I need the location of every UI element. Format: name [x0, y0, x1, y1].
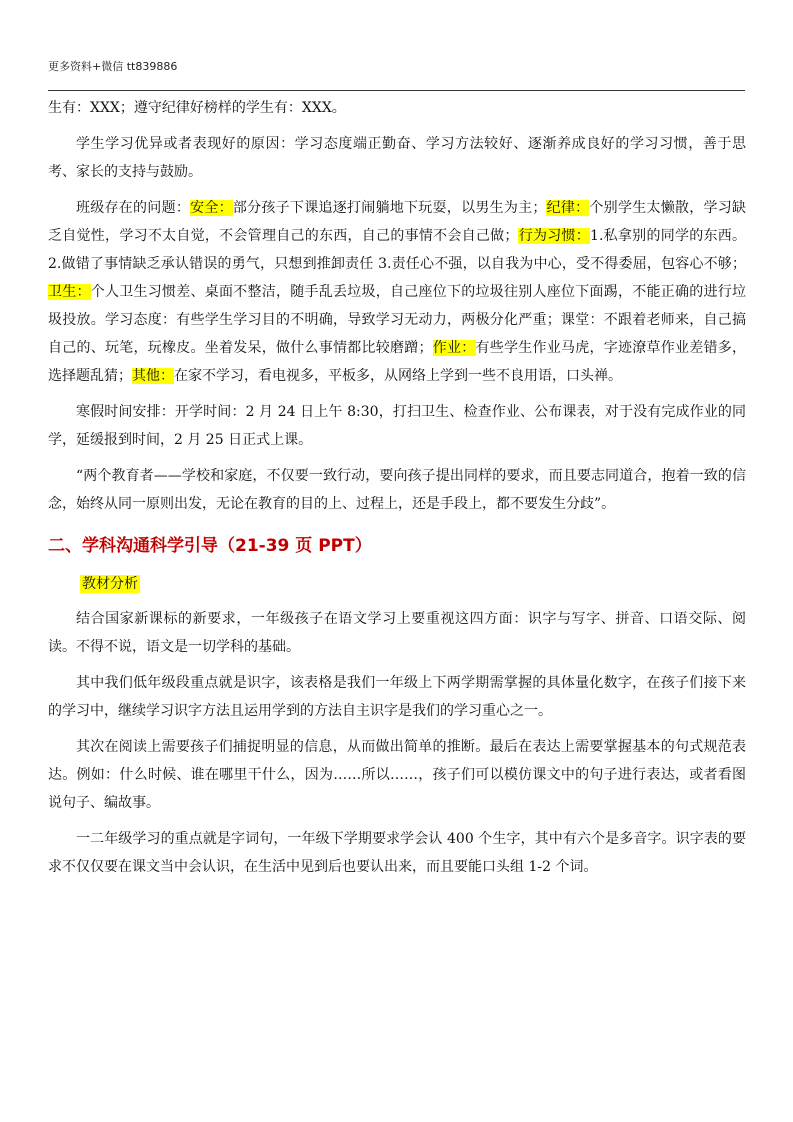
label-hygiene: 卫生：	[48, 284, 91, 300]
paragraph-class-problems	[48, 194, 746, 390]
problems-intro: 班级存在的问题：	[76, 200, 191, 216]
text-safety: 部分孩子下课追逐打闹躺地下玩耍，以男生为主；	[232, 200, 547, 216]
text-discipline: 个别学生太懒散，学习缺乏自觉性，学习不太自觉，不会管理自己的东西，自己的事情不会自己做；	[48, 200, 747, 244]
subsection-label-text: 教材分析	[82, 576, 138, 592]
text-homework: 有些学生作业马虎，字迹潦草作业差错多，选择题乱猜；	[48, 340, 746, 384]
text-hygiene: 个人卫生习惯差、桌面不整洁，随手乱丢垃圾，自己座位下的垃圾往别人座位下面踢，不能正确的进行垃圾投放。学习态度：有些学生学习目的不明确，导致学习无动力，两极分化严重；课堂：不跟着老师来，自己搞自己的、玩笔，玩橡皮。坐着发呆，做什么事情都比较磨蹭；	[48, 284, 746, 356]
text-habits: 1.私拿别的同学的东西。2.做错了事情缺乏承认错误的勇气，只想到推卸责任 3.责任心不强，以自我为中心，受不得委屈，包容心不够；	[48, 228, 747, 272]
subsection-label	[48, 571, 746, 597]
text-other: 在家不学习，看电视多，平板多，从网络上学到一些不良用语，口头禅。	[174, 368, 622, 384]
paragraph-quote: “两个教育者——学校和家庭，不仅要一致行动，要向孩子提出同样的要求，而且要志同道合，抱着一致的信念，始终从同一原则出发，无论在教育的目的上、过程上，还是手段上，都不要发生分歧”。	[48, 468, 746, 512]
header-note: 更多资料+微信 tt839886	[48, 60, 178, 73]
label-homework: 作业：	[432, 340, 476, 356]
section-title: 二、学科沟通科学引导（21-39 页 PPT）	[48, 536, 372, 556]
paragraph-continuation: 生有：XXX；遵守纪律好榜样的学生有：XXX。	[48, 100, 346, 116]
label-safety: 安全：	[190, 200, 233, 216]
header-rule	[48, 90, 745, 91]
paragraph-reasons: 学生学习优异或者表现好的原因：学习态度端正勤奋、学习方法较好、逐渐养成良好的学习习惯，善于思考、家长的支持与鼓励。	[48, 136, 746, 180]
label-other: 其他：	[132, 368, 174, 384]
paragraph-vocabulary: 一二年级学习的重点就是字词句，一年级下学期要求学会认 400 个生字，其中有六个是多音字。识字表的要求不仅仅要在课文当中会认识，在生活中见到后也要认出来，而且要能口头组 1-2 个词。	[48, 831, 746, 875]
document-body	[48, 94, 746, 881]
paragraph-curriculum: 结合国家新课标的新要求，一年级孩子在语文学习上要重视这四方面：识字与写字、拼音、口语交际、阅读。不得不说，语文是一切学科的基础。	[48, 611, 746, 655]
label-discipline: 纪律：	[546, 200, 590, 216]
paragraph-winter-schedule: 寒假时间安排：开学时间：2 月 24 日上午 8:30，打扫卫生、检查作业、公布课表，对于没有完成作业的同学，延缓报到时间，2 月 25 日正式上课。	[48, 404, 746, 448]
label-habits: 行为习惯：	[518, 228, 591, 244]
paragraph-reading: 其次在阅读上需要孩子们捕捉明显的信息，从而做出简单的推断。最后在表达上需要掌握基本的句式规范表达。例如：什么时候、谁在哪里干什么，因为……所以……，孩子们可以模仿课文中的句子进行表达，或者看图说句子、编故事。	[48, 739, 746, 811]
paragraph-literacy: 其中我们低年级段重点就是识字，该表格是我们一年级上下两学期需掌握的具体量化数字，在孩子们接下来的学习中，继续学习识字方法且运用学到的方法自主识字是我们的学习重心之一。	[48, 675, 746, 719]
